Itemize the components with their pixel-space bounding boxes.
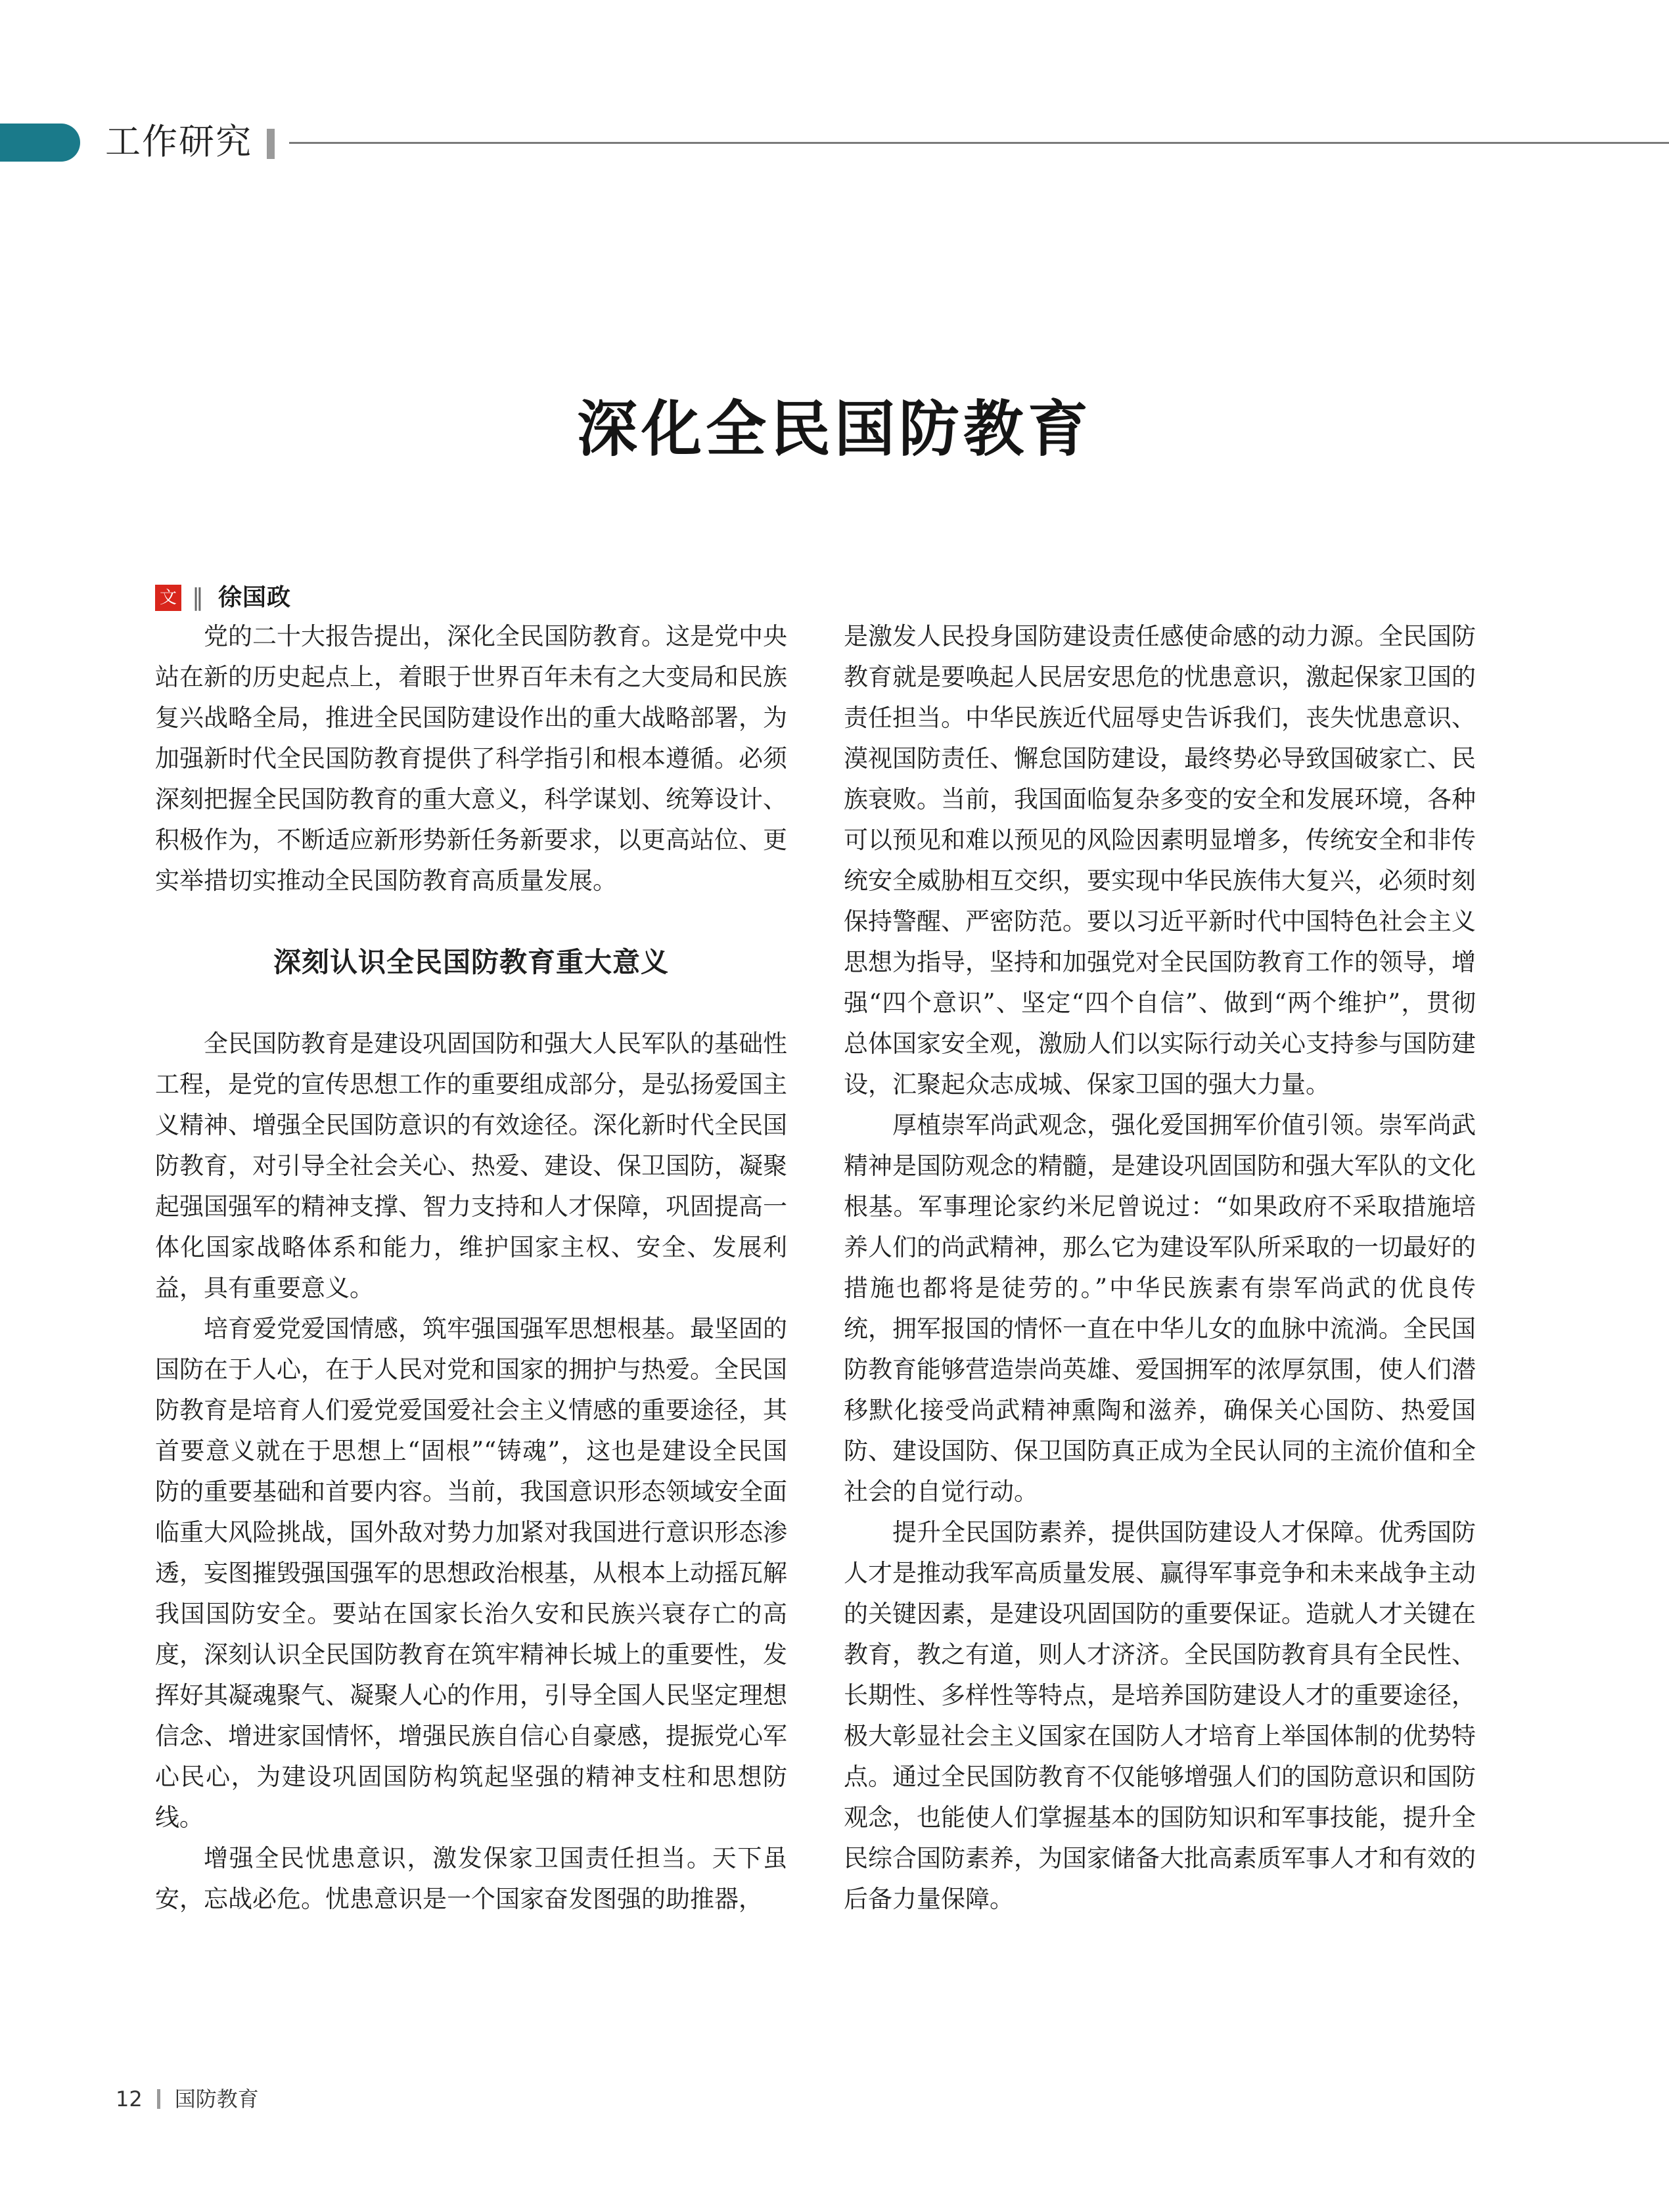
paragraph-significance: 全民国防教育是建设巩固国防和强大人民军队的基础性工程，是党的宣传思想工作的重要组成部分，是弘扬爱国主义精神、增强全民国防意识的有效途径。深化新时代全民国防教育，对引导全社会关心、热爱、建设、保卫国防，凝聚起强国强军的精神支撑、智力支持和人才保障，巩固提高一体化国家战略体系和能力，维护国家主权、安全、发展利益，具有重要意义。: [155, 1029, 787, 1302]
header-rule: [289, 142, 1669, 144]
paragraph-awareness-continued: 是激发人民投身国防建设责任感使命感的动力源。全民国防教育就是要唤起人民居安思危的忧患意识，激起保家卫国的责任担当。中华民族近代屈辱史告诉我们，丧失忧患意识、漠视国防责任、懈怠国防建设，最终势必导致国破家亡、民族衰败。当前，我国面临复杂多变的安全和发展环境，各种可以预见和难以预见的风险因素明显增多，传统安全和非传统安全威胁相互交织，要实现中华民族伟大复兴，必须时刻保持警醒、严密防范。要以习近平新时代中国特色社会主义思想为指导，坚持和加强党对全民国防教育工作的领导，增强“四个意识”、坚定“四个自信”、做到“两个维护”，贯彻总体国家安全观，激励人们以实际行动关心支持参与国防建设，汇聚起众志成城、保家卫国的强大力量。: [844, 622, 1476, 1098]
byline-separator: ‖: [192, 584, 204, 611]
left-column: [155, 616, 787, 1920]
paragraph-martial-spirit: 厚植崇军尚武观念，强化爱国拥军价值引领。崇军尚武精神是国防观念的精髓，是建设巩固国防和强大军队的文化根基。军事理论家约米尼曾说过：“如果政府不采取措施培养人们的尚武精神，那么它为建设军队所采取的一切最好的措施也都将是徒劳的。”中华民族素有崇军尚武的优良传统，拥军报国的情怀一直在中华儿女的血脉中流淌。全民国防教育能够营造崇尚英雄、爱国拥军的浓厚氛围，使人们潜移默化接受尚武精神熏陶和滋养，确保关心国防、热爱国防、建设国防、保卫国防真正成为全民认同的主流价值和全社会的自觉行动。: [844, 1111, 1476, 1506]
header-divider-bar: [267, 129, 275, 159]
author-name: 徐国政: [218, 584, 292, 611]
paragraph-defense-literacy: 提升全民国防素养，提供国防建设人才保障。优秀国防人才是推动我军高质量发展、赢得军事竞争和未来战争主动的关键因素，是建设巩固国防的重要保证。造就人才关键在教育，教之有道，则人才济济。全民国防教育具有全民性、长期性、多样性等特点，是培养国防建设人才的重要途径，极大彰显社会主义国家在国防人才培育上举国体制的优势特点。通过全民国防教育不仅能够增强人们的国防意识和国防观念，也能使人们掌握基本的国防知识和军事技能，提升全民综合国防素养，为国家储备大批高素质军事人才和有效的后备力量保障。: [844, 1518, 1476, 1913]
footer-divider: [157, 2089, 160, 2109]
article-title: 深化全民国防教育: [576, 394, 1092, 464]
page-footer: [116, 2083, 259, 2115]
header-accent-tab: [0, 124, 80, 162]
paragraph-patriotism: 培育爱党爱国情感，筑牢强国强军思想根基。最坚固的国防在于人心，在于人民对党和国家的拥护与热爱。全民国防教育是培育人们爱党爱国爱社会主义情感的重要途径，其首要意义就在于思想上“固根”“铸魂”，这也是建设全民国防的重要基础和首要内容。当前，我国意识形态领域安全面临重大风险挑战，国外敌对势力加紧对我国进行意识形态渗透，妄图摧毁强国强军的思想政治根基，从根本上动摇瓦解我国国防安全。要站在国家长治久安和民族兴衰存亡的高度，深刻认识全民国防教育在筑牢精神长城上的重要性，发挥好其凝魂聚气、凝聚人心的作用，引导全国人民坚定理想信念、增进家国情怀，增强民族自信心自豪感，提振党心军心民心，为建设巩固国防构筑起坚强的精神支柱和思想防线。: [155, 1315, 787, 1832]
section-heading: 深刻认识全民国防教育重大意义: [273, 946, 669, 978]
magazine-name: 国防教育: [174, 2087, 259, 2111]
right-column: [844, 616, 1476, 1920]
paragraph-awareness: 增强全民忧患意识，激发保家卫国责任担当。天下虽安，忘战必危。忧患意识是一个国家奋发图强的助推器，: [155, 1844, 787, 1913]
page-number: 12: [116, 2087, 143, 2111]
byline-badge: 文: [155, 585, 181, 611]
section-title: 工作研究: [105, 121, 252, 162]
paragraph-intro: 党的二十大报告提出，深化全民国防教育。这是党中央站在新的历史起点上，着眼于世界百年未有之大变局和民族复兴战略全局，推进全民国防建设作出的重大战略部署，为加强新时代全民国防教育提供了科学指引和根本遵循。必须深刻把握全民国防教育的重大意义，科学谋划、统筹设计、积极作为，不断适应新形势新任务新要求，以更高站位、更实举措切实推动全民国防教育高质量发展。: [155, 622, 787, 895]
